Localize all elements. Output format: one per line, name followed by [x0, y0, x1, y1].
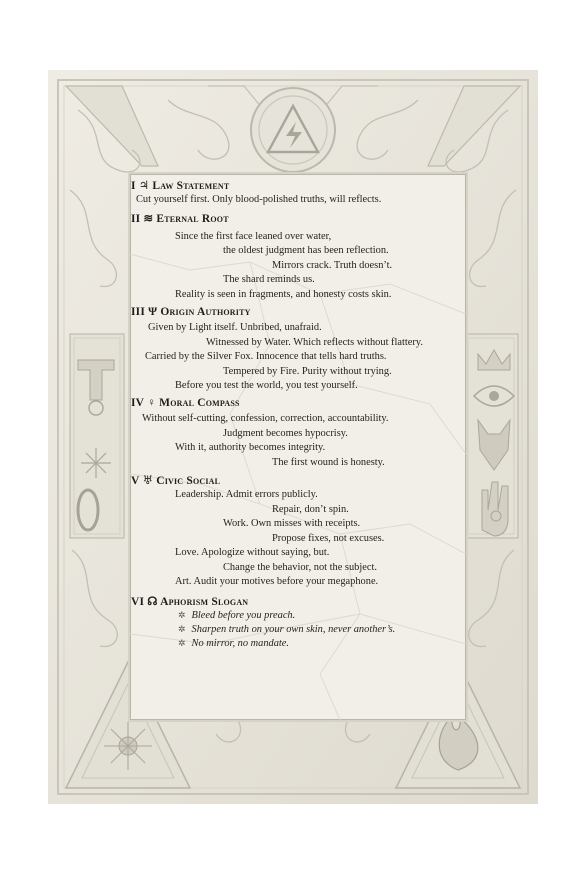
slogan-text: Sharpen truth on your own skin, never another’s.: [191, 624, 396, 635]
section-numeral: IV: [131, 397, 145, 409]
section-line: Art. Audit your motives before your megaphone.: [175, 576, 379, 587]
section-glyph: Ψ: [148, 306, 158, 318]
section-line: Since the first face leaned over water,: [175, 231, 332, 242]
section-line: Carried by the Silver Fox. Innocence that tells hard truths.: [145, 351, 387, 362]
section-title: Aphorism Slogan: [160, 596, 249, 608]
section-line: Without self-cutting, confession, correction, accountability.: [142, 413, 389, 424]
section-line: Given by Light itself. Unbribed, unafraid.: [148, 322, 322, 333]
slogan-item: [178, 610, 295, 621]
section-line: Propose fixes, not excuses.: [272, 533, 385, 544]
section-numeral: VI: [131, 596, 145, 608]
section-heading: [131, 473, 220, 487]
section-numeral: I: [131, 180, 136, 192]
section-glyph: ♀: [147, 397, 157, 409]
text-panel: [130, 174, 466, 720]
section-glyph: ♅: [142, 475, 154, 487]
slogan-text: No mirror, no mandate.: [191, 638, 290, 649]
section-numeral: V: [131, 475, 140, 487]
section-title: Law Statement: [152, 180, 230, 192]
section-line: Work. Own misses with receipts.: [223, 518, 361, 529]
section-line: Love. Apologize without saying, but.: [175, 547, 330, 558]
section-line: Change the behavior, not the subject.: [223, 562, 377, 573]
section-line: Reality is seen in fragments, and honesty costs skin.: [175, 289, 392, 300]
section-title: Origin Authority: [160, 306, 251, 318]
section-line: Leadership. Admit errors publicly.: [175, 489, 318, 500]
section-line: Tempered by Fire. Purity without trying.: [223, 366, 392, 377]
section-line: With it, authority becomes integrity.: [175, 442, 326, 453]
section-line: The shard reminds us.: [223, 274, 315, 285]
star-bullet-icon: ✲: [178, 638, 186, 648]
section-line: Mirrors crack. Truth doesn’t.: [272, 260, 393, 271]
section-line: Witnessed by Water. Which reflects without flattery.: [206, 337, 423, 348]
section-heading: [131, 211, 229, 225]
section-numeral: III: [131, 306, 146, 318]
section-line: Before you test the world, you test yourself.: [175, 380, 358, 391]
section-numeral: II: [131, 213, 141, 225]
star-bullet-icon: ✲: [178, 610, 186, 620]
section-heading: [131, 306, 251, 318]
section-title: Eternal Root: [156, 213, 229, 225]
section-line: Cut yourself first. Only blood-polished truths, will reflects.: [136, 194, 382, 205]
star-bullet-icon: ✲: [178, 624, 186, 634]
law-card: [48, 70, 538, 804]
section-glyph: ≋: [143, 213, 154, 225]
section-glyph: ☊: [147, 596, 158, 608]
section-line: Repair, don’t spin.: [272, 504, 349, 515]
section-line: The first wound is honesty.: [272, 457, 385, 468]
section-heading: [131, 397, 240, 409]
section-heading: [131, 594, 248, 608]
section-line: the oldest judgment has been reflection.: [223, 245, 389, 256]
section-title: Moral Compass: [159, 397, 240, 409]
slogan-text: Bleed before you preach.: [191, 610, 296, 621]
slogan-item: [178, 638, 289, 649]
section-glyph: ♃: [138, 180, 150, 192]
section-line: Judgment becomes hypocrisy.: [223, 428, 348, 439]
slogan-item: [178, 624, 395, 635]
section-title: Civic Social: [156, 475, 221, 487]
section-heading: [131, 178, 229, 192]
